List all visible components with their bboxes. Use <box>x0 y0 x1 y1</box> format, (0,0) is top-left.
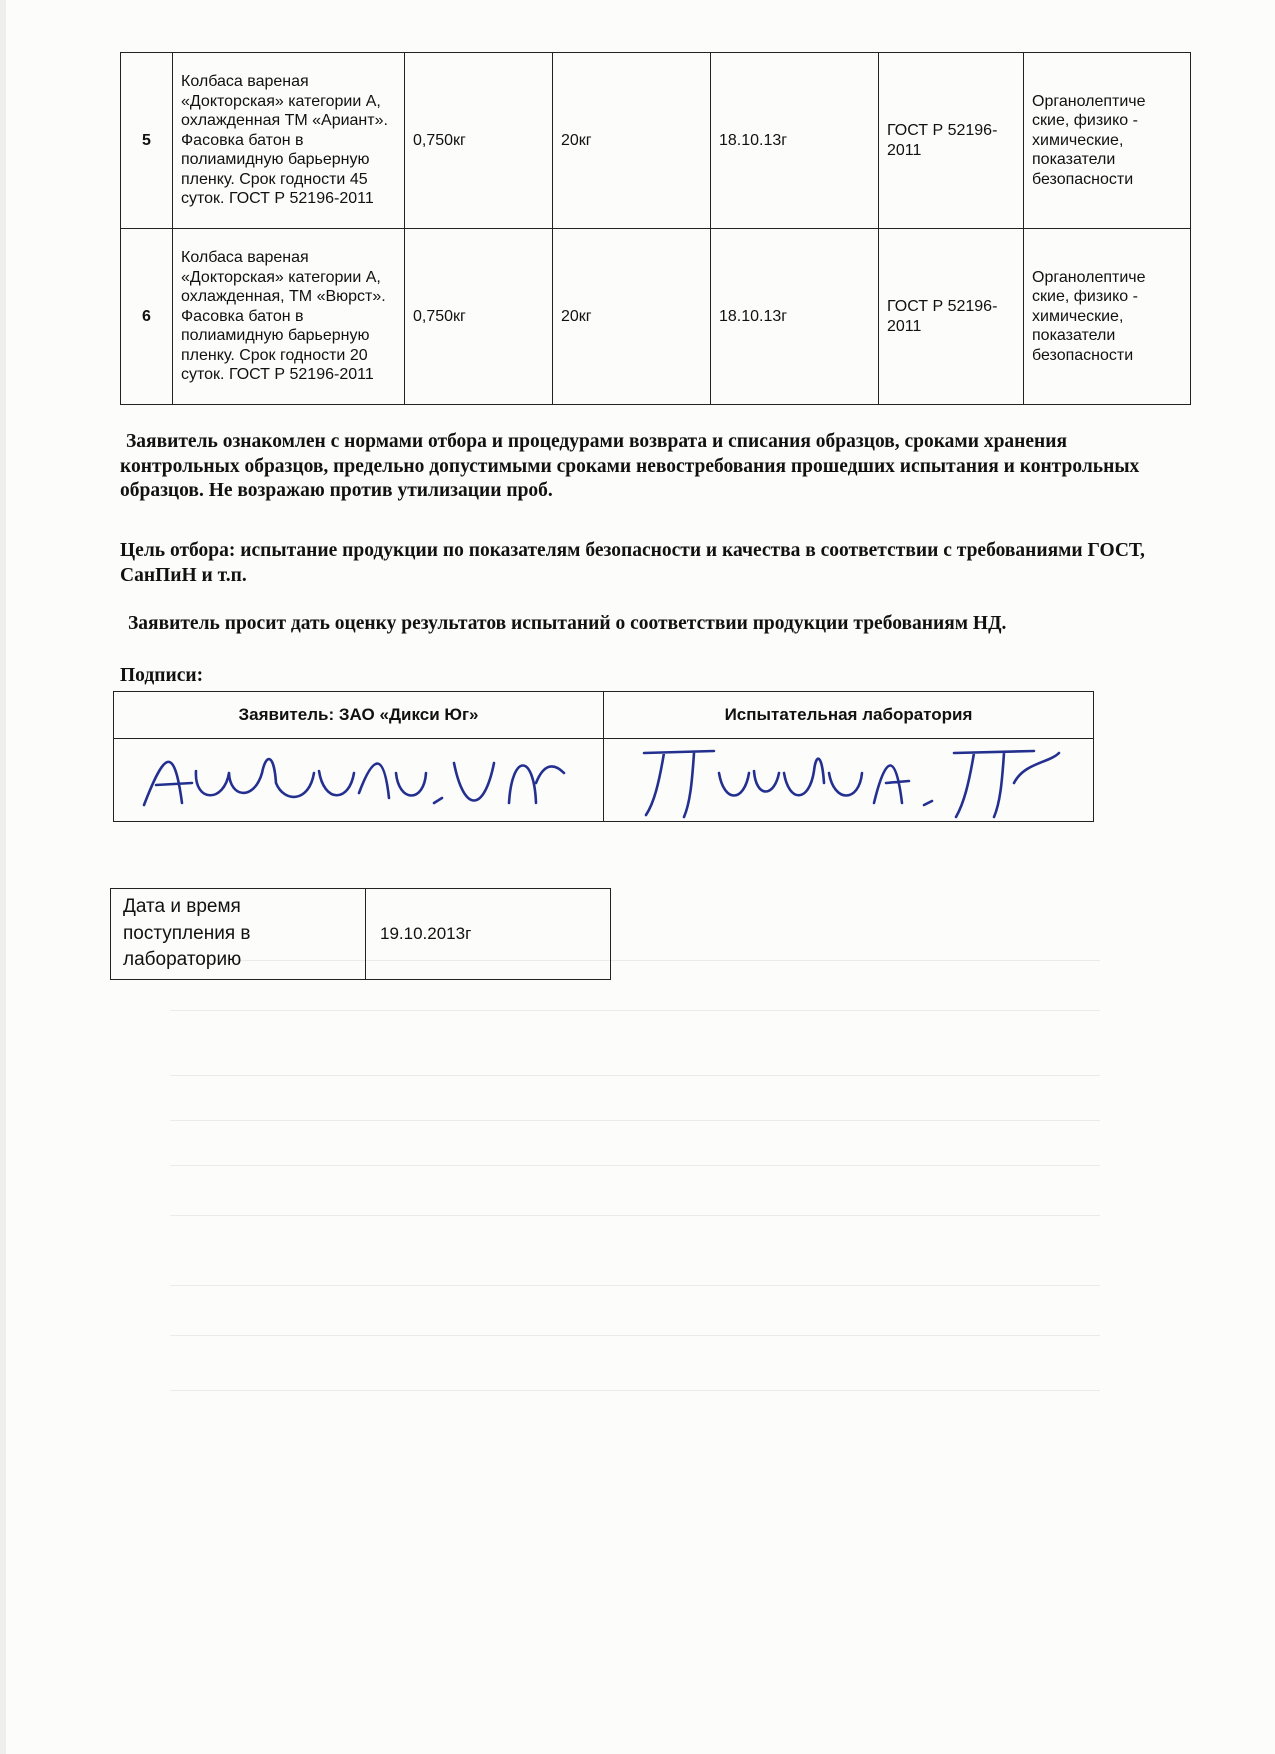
normative-doc: ГОСТ Р 52196-2011 <box>879 53 1024 229</box>
applicant-header: Заявитель: ЗАО «Дикси Юг» <box>114 692 604 739</box>
request-text: Заявитель просит дать оценку результатов испытаний о соответствии продукции требованиям НД. <box>128 613 1007 634</box>
products-table <box>120 52 1191 405</box>
indicators: Органолептиче ские, физико - химические, показатели безопасности <box>1024 229 1191 405</box>
ghost-line <box>170 1165 1100 1166</box>
ghost-line <box>170 1285 1100 1286</box>
normative-doc: ГОСТ Р 52196-2011 <box>879 229 1024 405</box>
applicant-signature <box>134 743 574 819</box>
signatures-table <box>113 691 1094 822</box>
production-date: 18.10.13г <box>711 229 879 405</box>
indicators: Органолептиче ские, физико - химические, показатели безопасности <box>1024 53 1191 229</box>
scan-edge <box>0 0 6 1754</box>
table-row <box>121 229 1191 405</box>
product-name: Колбаса вареная «Докторская» категории А, охлажденная ТМ «Ариант». Фасовка батон в полиамидную барьерную пленку. Срок годности 45 суток. ГОСТ Р 52196-2011 <box>173 53 405 229</box>
table-row <box>114 739 1094 822</box>
lab-signature <box>624 743 1064 819</box>
ghost-line <box>170 1120 1100 1121</box>
sample-mass: 20кг <box>553 229 711 405</box>
table-row <box>121 53 1191 229</box>
ghost-line <box>170 1075 1100 1076</box>
ghost-line <box>170 1010 1100 1011</box>
receipt-table <box>110 888 611 980</box>
ghost-line <box>170 1390 1100 1391</box>
signatures-heading: Подписи: <box>120 665 204 686</box>
receipt-label: Дата и время поступления в лабораторию <box>111 889 366 980</box>
purpose-text: Цель отбора: испытание продукции по показателям безопасности и качества в соответствии с требованиями ГОСТ, СанПиН и т.п. <box>120 540 1145 586</box>
table-row <box>111 889 611 980</box>
product-name: Колбаса вареная «Докторская» категории А, охлажденная, ТМ «Вюрст». Фасовка батон в полиамидную барьерную пленку. Срок годности 20 суток. ГОСТ Р 52196-2011 <box>173 229 405 405</box>
lab-header: Испытательная лаборатория <box>604 692 1094 739</box>
unit-mass: 0,750кг <box>405 53 553 229</box>
table-row <box>114 692 1094 739</box>
ghost-line <box>170 1335 1100 1336</box>
receipt-value: 19.10.2013г <box>366 889 611 980</box>
ghost-line <box>170 1215 1100 1216</box>
applicant-signature-cell <box>114 739 604 822</box>
row-number: 6 <box>121 229 173 405</box>
lab-signature-cell <box>604 739 1094 822</box>
production-date: 18.10.13г <box>711 53 879 229</box>
unit-mass: 0,750кг <box>405 229 553 405</box>
sample-mass: 20кг <box>553 53 711 229</box>
row-number: 5 <box>121 53 173 229</box>
acknowledgement-text: Заявитель ознакомлен с нормами отбора и процедурами возврата и списания образцов, сроками хранения контрольных образцов, предельно допустимыми сроками невостребования прошедших испытания и контрольных образцов. Не возражаю против утилизации проб. <box>120 431 1140 502</box>
